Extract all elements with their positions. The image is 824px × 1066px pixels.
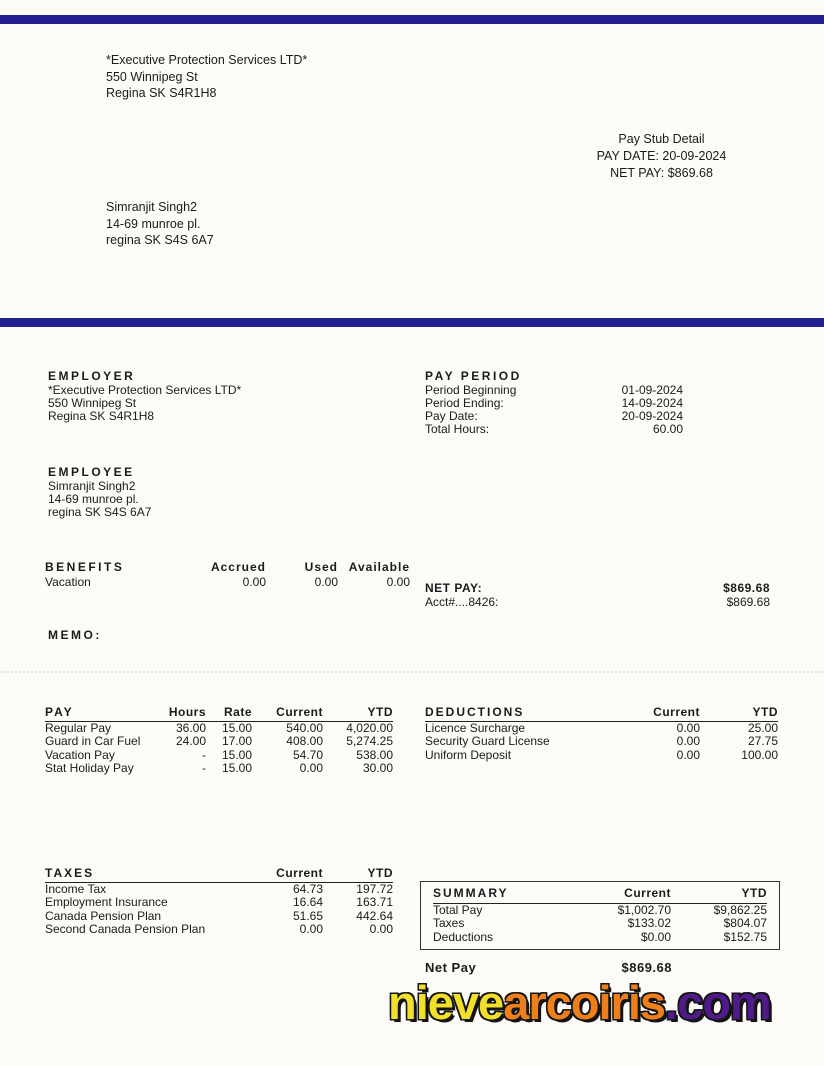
watermark-segment-nieve: nieve — [388, 976, 504, 1029]
pay-table-header — [45, 705, 393, 722]
net-pay-label: NET PAY: — [425, 581, 483, 595]
deduction-ytd: 25.00 — [747, 721, 778, 735]
summary-row-current: $1,002.70 — [617, 903, 671, 917]
company-address-line1: 550 Winnipeg St — [106, 69, 198, 84]
summary-header — [433, 886, 767, 904]
memo-section — [48, 626, 102, 644]
employee-name: Simranjit Singh2 — [106, 200, 198, 214]
deduction-current: 0.00 — [676, 747, 700, 762]
employee-section-address-line1: 14-69 munroe pl. — [48, 492, 139, 506]
summary-row-ytd: $804.07 — [723, 916, 767, 931]
deduction-current: 0.00 — [676, 721, 700, 735]
taxes-row — [45, 910, 393, 923]
employee-address-block — [106, 199, 214, 249]
deductions-row — [425, 722, 778, 735]
pay-row-current: 0.00 — [299, 760, 323, 775]
employer-section — [48, 369, 241, 423]
deductions-heading: DEDUCTIONS — [425, 705, 525, 719]
taxes-table — [45, 866, 393, 936]
summary-col-current: Current — [624, 886, 671, 900]
deduction-current: 0.00 — [676, 734, 700, 749]
deduction-ytd: 100.00 — [741, 747, 778, 762]
pay-period-value: 20-09-2024 — [621, 409, 683, 423]
pay-row-current: 54.70 — [292, 747, 323, 762]
summary-col-ytd: YTD — [741, 886, 767, 900]
memo-heading: MEMO: — [48, 628, 102, 642]
middle-rule-bar — [0, 318, 824, 327]
employee-address-line1: 14-69 munroe pl. — [106, 216, 201, 231]
deduction-label: Uniform Deposit — [425, 747, 512, 762]
employer-name: *Executive Protection Services LTD* — [48, 383, 242, 397]
perforation-divider — [0, 671, 824, 673]
employee-address-line2: regina SK S4S 6A7 — [106, 233, 214, 247]
tax-label: Employment Insurance — [45, 895, 168, 910]
taxes-table-header — [45, 866, 393, 883]
top-rule-bar — [0, 15, 824, 24]
summary-row-ytd: $152.75 — [723, 929, 767, 944]
company-name: *Executive Protection Services LTD* — [106, 53, 308, 67]
net-pay-total-value: $869.68 — [621, 960, 672, 975]
employer-address-line2: Regina SK S4R1H8 — [48, 409, 155, 423]
benefits-row — [45, 575, 410, 589]
net-pay-total-row — [425, 960, 672, 975]
pay-row-rate: 15.00 — [221, 760, 252, 775]
account-row — [425, 595, 770, 609]
company-address-block — [106, 52, 307, 102]
benefit-used: 0.00 — [314, 575, 338, 589]
company-address-line2: Regina SK S4R1H8 — [106, 86, 217, 100]
taxes-col-ytd: YTD — [367, 866, 393, 880]
taxes-row — [45, 896, 393, 909]
pay-period-value: 01-09-2024 — [621, 383, 683, 397]
employee-section-name: Simranjit Singh2 — [48, 479, 136, 493]
pay-table-row — [45, 762, 393, 775]
pay-row-current: 408.00 — [286, 734, 323, 749]
pay-period-label: Period Ending: — [425, 396, 504, 410]
deductions-col-ytd: YTD — [752, 705, 778, 719]
employer-address-line1: 550 Winnipeg St — [48, 396, 137, 410]
deductions-row — [425, 735, 778, 748]
pay-date-line: PAY DATE: 20-09-2024 — [596, 149, 727, 163]
summary-box — [420, 881, 780, 950]
pay-period-row — [425, 423, 683, 436]
pay-row-label: Regular Pay — [45, 721, 112, 735]
tax-label: Income Tax — [45, 882, 107, 896]
pay-row-ytd: 4,020.00 — [346, 721, 393, 735]
pay-row-current: 540.00 — [286, 721, 323, 735]
taxes-row — [45, 923, 393, 936]
pay-row-label: Guard in Car Fuel — [45, 734, 141, 749]
tax-current: 64.73 — [292, 882, 323, 896]
pay-table-heading: PAY — [45, 705, 74, 719]
tax-ytd: 442.64 — [356, 908, 393, 923]
pay-period-section — [425, 369, 683, 436]
pay-col-current: Current — [276, 705, 323, 719]
watermark-segment-arcoiris: arcoiris — [503, 976, 666, 1029]
summary-row-label: Deductions — [433, 929, 494, 944]
pay-table-row — [45, 722, 393, 735]
tax-label: Canada Pension Plan — [45, 908, 162, 923]
pay-row-hours: 24.00 — [175, 734, 206, 749]
pay-row-rate: 15.00 — [221, 721, 252, 735]
benefits-col-used: Used — [304, 560, 338, 574]
taxes-col-current: Current — [276, 866, 323, 880]
pay-period-value: 60.00 — [652, 422, 683, 436]
account-value: $869.68 — [726, 595, 770, 609]
summary-row — [433, 931, 767, 944]
pay-table — [45, 705, 393, 775]
net-pay-section — [425, 581, 770, 609]
pay-table-row — [45, 735, 393, 748]
pay-row-rate: 17.00 — [221, 734, 252, 749]
pay-period-label: Period Beginning — [425, 383, 517, 397]
benefit-available: 0.00 — [386, 575, 410, 589]
deductions-row — [425, 749, 778, 762]
summary-row-label: Taxes — [433, 916, 465, 931]
pay-row-ytd: 5,274.25 — [346, 734, 393, 749]
pay-period-label: Pay Date: — [425, 409, 478, 423]
employer-heading: EMPLOYER — [48, 369, 136, 383]
net-pay-value: $869.68 — [723, 581, 770, 595]
deductions-col-current: Current — [653, 705, 700, 719]
pay-period-heading: PAY PERIOD — [425, 369, 522, 383]
summary-row-ytd: $9,862.25 — [713, 903, 767, 917]
watermark-segment-com: .com — [665, 976, 771, 1029]
tax-ytd: 163.71 — [356, 895, 393, 910]
benefits-heading: BENEFITS — [45, 560, 125, 574]
tax-ytd: 197.72 — [356, 882, 393, 896]
pay-col-ytd: YTD — [367, 705, 393, 719]
benefit-accrued: 0.00 — [242, 575, 266, 589]
benefits-header-row — [45, 560, 410, 575]
employee-section-address-line2: regina SK S4S 6A7 — [48, 505, 152, 519]
pay-stub-detail-block — [540, 131, 783, 182]
tax-current: 16.64 — [292, 895, 323, 910]
pay-row-rate: 15.00 — [221, 747, 252, 762]
benefits-col-available: Available — [348, 560, 410, 574]
pay-row-ytd: 538.00 — [356, 747, 393, 762]
summary-row — [433, 904, 767, 917]
taxes-row — [45, 883, 393, 896]
net-pay-row — [425, 581, 770, 595]
summary-row-current: $133.02 — [627, 916, 671, 931]
pay-table-row — [45, 749, 393, 762]
employee-section — [48, 465, 151, 519]
deduction-label: Licence Surcharge — [425, 721, 526, 735]
pay-row-label: Vacation Pay — [45, 747, 115, 762]
deduction-label: Security Guard License — [425, 734, 550, 749]
benefits-col-accrued: Accrued — [210, 560, 266, 574]
pay-period-label: Total Hours: — [425, 422, 490, 436]
pay-col-rate: Rate — [223, 705, 252, 719]
summary-row-current: $0.00 — [640, 929, 671, 944]
watermark-logo — [388, 977, 771, 1029]
taxes-heading: TAXES — [45, 866, 95, 880]
net-pay-line: NET PAY: $869.68 — [610, 166, 713, 180]
net-pay-total-label: Net Pay — [425, 960, 477, 975]
tax-label: Second Canada Pension Plan — [45, 921, 206, 936]
pay-row-ytd: 30.00 — [362, 760, 393, 775]
pay-row-label: Stat Holiday Pay — [45, 760, 134, 775]
summary-heading: SUMMARY — [433, 886, 509, 900]
deductions-table — [425, 705, 778, 762]
tax-current: 0.00 — [299, 921, 323, 936]
account-label: Acct#....8426: — [425, 595, 499, 609]
pay-period-value: 14-09-2024 — [621, 396, 683, 410]
summary-row — [433, 917, 767, 930]
pay-row-hours: 36.00 — [175, 721, 206, 735]
pay-row-hours: - — [202, 747, 206, 762]
summary-row-label: Total Pay — [433, 903, 483, 917]
tax-current: 51.65 — [292, 908, 323, 923]
pay-col-hours: Hours — [168, 705, 206, 719]
deductions-table-header — [425, 705, 778, 722]
tax-ytd: 0.00 — [369, 921, 393, 936]
benefit-label: Vacation — [45, 575, 91, 589]
deduction-ytd: 27.75 — [747, 734, 778, 749]
benefits-section — [45, 560, 410, 589]
pay-row-hours: - — [202, 760, 206, 775]
employee-section-heading: EMPLOYEE — [48, 465, 135, 479]
pay-stub-detail-title: Pay Stub Detail — [618, 132, 705, 146]
